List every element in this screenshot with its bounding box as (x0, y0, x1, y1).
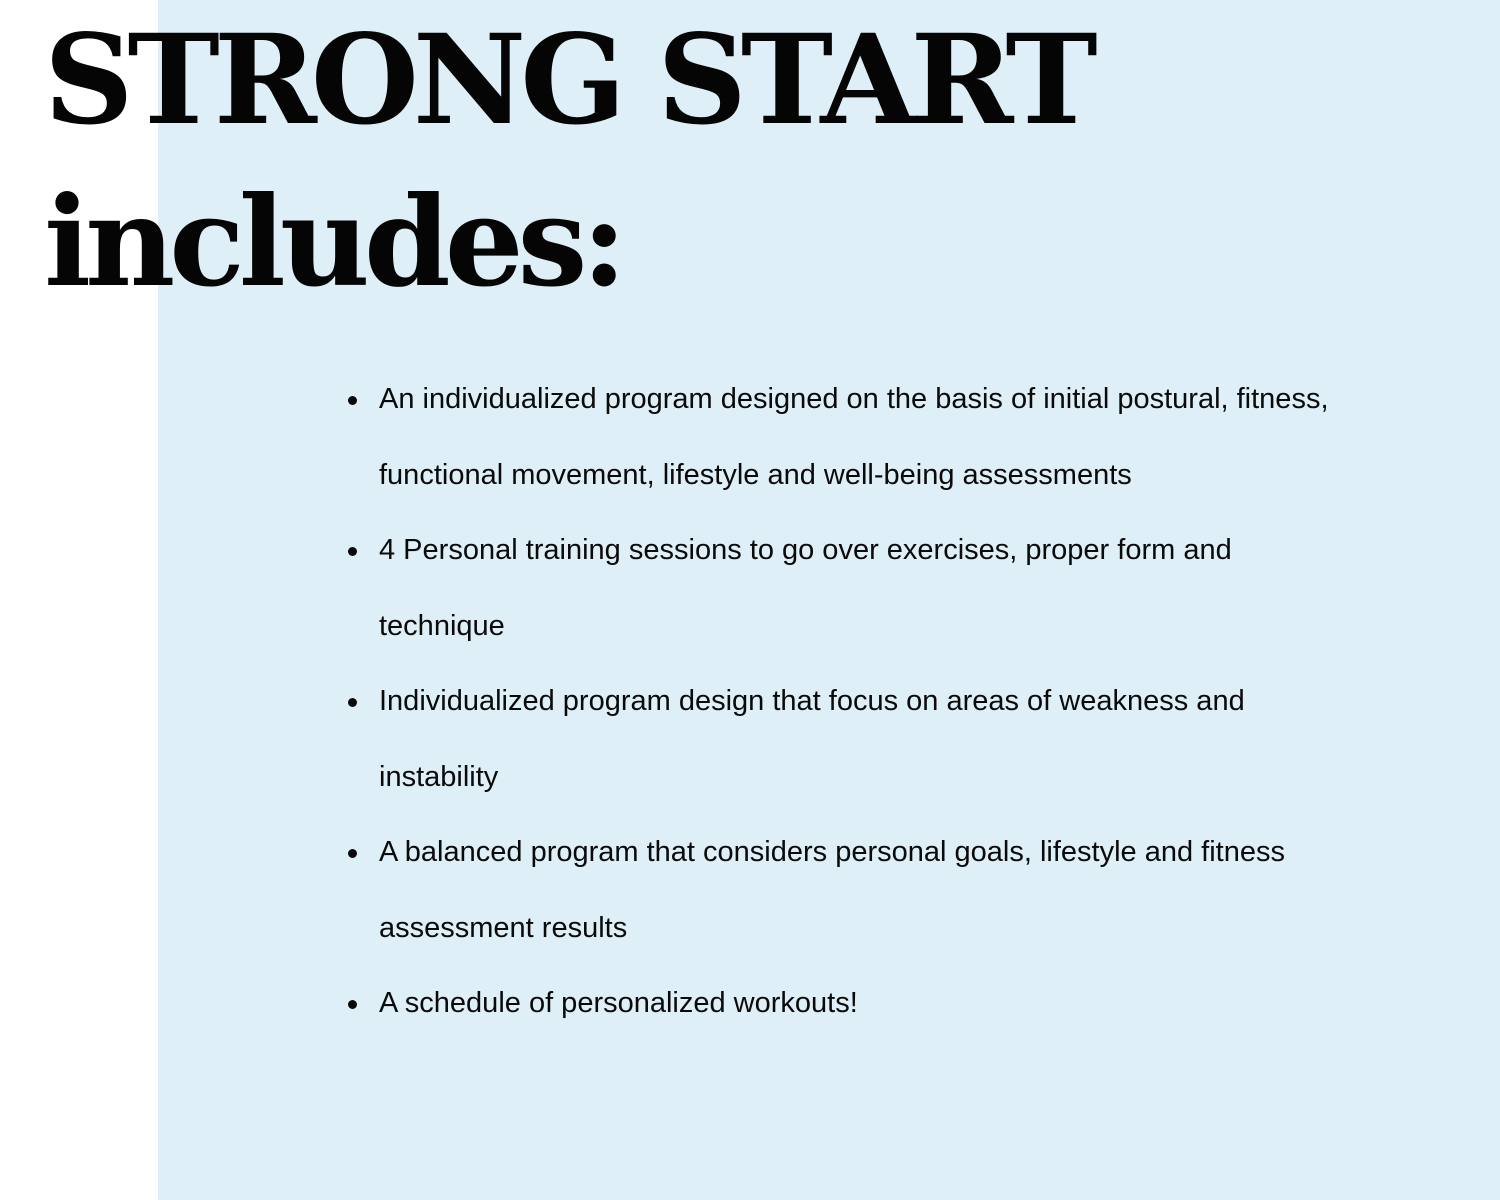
list-item-text: A schedule of personalized workouts! (379, 987, 858, 1019)
bullet-icon (348, 547, 357, 556)
list-item (345, 966, 1345, 1042)
list-item-text: 4 Personal training sessions to go over exercises, proper form and technique (379, 534, 1232, 642)
list-item-text: Individualized program design that focus on areas of weakness and instability (379, 685, 1245, 793)
title-line-1: STRONG START (44, 8, 1092, 153)
title-line-2: includes: (44, 170, 622, 315)
bullet-icon (348, 849, 357, 858)
list-item (345, 362, 1345, 513)
bullet-icon (348, 396, 357, 405)
list-item-text: A balanced program that considers personal goals, lifestyle and fitness assessment results (379, 836, 1285, 944)
list-item (345, 664, 1345, 815)
list-item (345, 513, 1345, 664)
includes-list (345, 362, 1345, 1042)
list-item (345, 815, 1345, 966)
bullet-icon (348, 1000, 357, 1009)
list-item-text: An individualized program designed on the basis of initial postural, fitness, functional movement, lifestyle and well-being assessments (379, 383, 1329, 491)
bullet-icon (348, 698, 357, 707)
